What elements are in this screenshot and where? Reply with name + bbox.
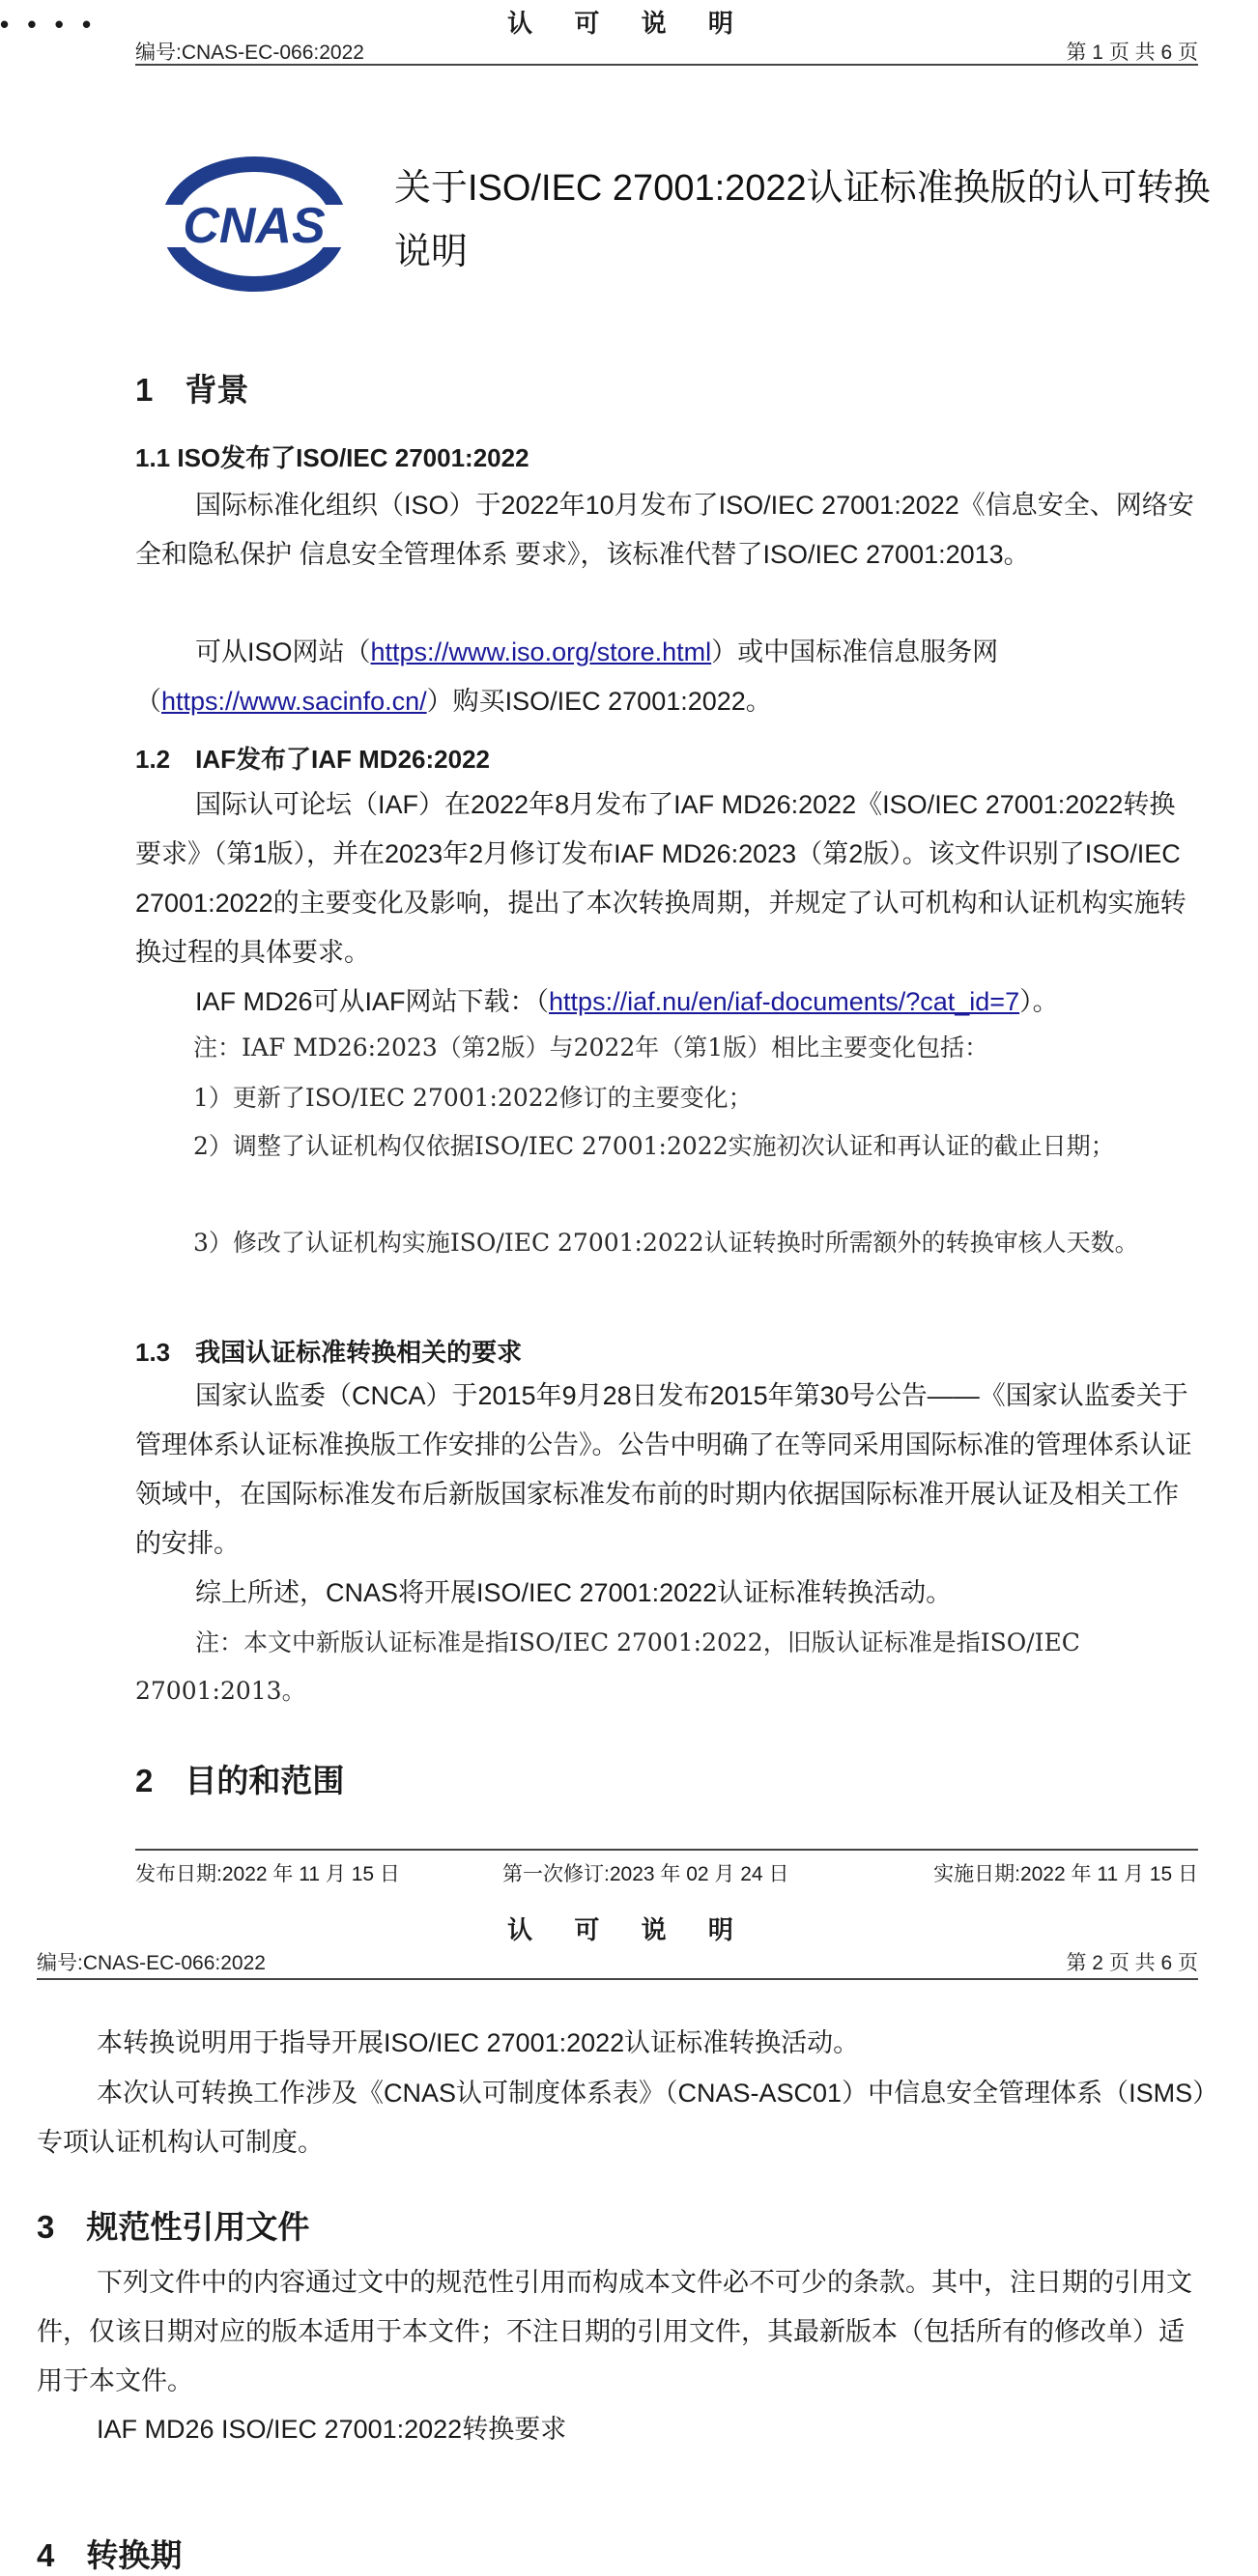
text-fragment: ）购买ISO/IEC 27001:2022。 bbox=[426, 687, 772, 716]
effective-date: 实施日期:2022 年 11 月 15 日 bbox=[933, 1863, 1198, 1885]
section-1-3-para-2: 综上所述，CNAS将开展ISO/IEC 27001:2022认证标准转换活动。 bbox=[195, 1578, 953, 1607]
section-1-2-heading: 1.2 IAF发布了IAF MD26:2022 bbox=[135, 745, 490, 774]
section-2-heading: 2 目的和范围 bbox=[135, 1763, 345, 1798]
footer-rule bbox=[135, 1849, 1198, 1851]
text-fragment: IAF MD26可从IAF网站下载：（ bbox=[195, 987, 550, 1016]
page-number-page-2: 第 2 页 共 6 页 bbox=[1066, 1952, 1198, 1974]
iso-store-link[interactable]: https://www.iso.org/store.html bbox=[370, 637, 712, 666]
doc-title-page-2: 认 可 说 明 bbox=[507, 1915, 751, 1944]
section-1-1-para-1: 国际标准化组织（ISO）于2022年10月发布了ISO/IEC 27001:2022《信息安全、网络安全和隐私保护 信息安全管理体系 要求》，该标准代替了ISO/IEC 27001:2013。 bbox=[135, 491, 1194, 569]
cnas-logo-graphic bbox=[162, 155, 346, 299]
section-2-para-2: 本次认可转换工作涉及《CNAS认可制度体系表》（CNAS-ASC01）中信息安全管理体系（ISMS）专项认证机构认可制度。 bbox=[37, 2079, 1206, 2157]
section-1-2-para-1: 国际认可论坛（IAF）在2022年8月发布了IAF MD26:2022《ISO/IEC 27001:2022转换要求》（第1版），并在2023年2月修订发布IAF MD26:2023（第2版）。该文件识别了ISO/IEC 27001:2022的主要变化及影响，提出了本次转换周期，并规定了认可机构和认证机构实施转换过程的具体要求。 bbox=[135, 790, 1187, 967]
section-1-2-note-intro: 注：IAF MD26:2023（第2版）与2022年（第1版）相比主要变化包括： bbox=[193, 1033, 989, 1062]
section-3-para-1: 下列文件中的内容通过文中的规范性引用而构成本文件必不可少的条款。其中，注日期的引用文件，仅该日期对应的版本适用于本文件；不注日期的引用文件，其最新版本（包括所有的修改单）适用于本文件。 bbox=[37, 2268, 1192, 2395]
section-1-2-note-item-1: 1）更新了ISO/IEC 27001:2022修订的主要变化； bbox=[193, 1084, 753, 1112]
text-fragment: 可从ISO网站（ bbox=[195, 637, 371, 666]
section-1-heading: 1 背景 bbox=[135, 372, 249, 408]
text-fragment: ）。 bbox=[1019, 987, 1059, 1016]
section-2-para-1: 本转换说明用于指导开展ISO/IEC 27001:2022认证标准转换活动。 bbox=[97, 2028, 860, 2057]
section-4-heading: 4 转换期 bbox=[37, 2537, 183, 2573]
section-1-3-note: 注：本文中新版认证标准是指ISO/IEC 27001:2022，旧版认证标准是指ISO/IEC 27001:2013。 bbox=[135, 1628, 1080, 1705]
more-dots-icon[interactable]: • • • • bbox=[0, 10, 98, 39]
header-rule-page-2 bbox=[37, 1978, 1198, 1980]
header-rule bbox=[135, 64, 1198, 66]
issue-date: 发布日期:2022 年 11 月 15 日 bbox=[135, 1863, 400, 1885]
iaf-documents-link[interactable]: https://iaf.nu/en/iaf-documents/?cat_id=7 bbox=[549, 987, 1020, 1016]
section-1-2-para-2 bbox=[135, 977, 1198, 1027]
section-3-para-2: IAF MD26 ISO/IEC 27001:2022转换要求 bbox=[97, 2415, 567, 2444]
section-3-heading: 3 规范性引用文件 bbox=[37, 2209, 310, 2245]
doc-number: 编号:CNAS-EC-066:2022 bbox=[135, 42, 364, 64]
section-1-2-note-item-2: 2）调整了认证机构仅依据ISO/IEC 27001:2022实施初次认证和再认证的截止日期； bbox=[193, 1132, 1115, 1160]
section-1-3-para-1: 国家认监委（CNCA）于2015年9月28日发布2015年第30号公告——《国家认监委关于管理体系认证标准换版工作安排的公告》。公告中明确了在等同采用国际标准的管理体系认证领域中，在国际标准发布后新版国家标准发布前的时期内依据国际标准开展认证及相关工作的安排。 bbox=[135, 1381, 1192, 1558]
cnas-logo bbox=[162, 155, 346, 299]
sacinfo-link[interactable]: https://www.sacinfo.cn/ bbox=[161, 687, 427, 716]
document-title: 关于ISO/IEC 27001:2022认证标准换版的认可转换说明 bbox=[394, 168, 1211, 272]
section-1-2-note-item-3: 3）修改了认证机构实施ISO/IEC 27001:2022认证转换时所需额外的转换审核人天数。 bbox=[193, 1229, 1139, 1257]
page-number: 第 1 页 共 6 页 bbox=[1066, 42, 1198, 64]
doc-title: 认 可 说 明 bbox=[507, 9, 751, 38]
doc-number-page-2: 编号:CNAS-EC-066:2022 bbox=[37, 1952, 266, 1974]
section-1-3-heading: 1.3 我国认证标准转换相关的要求 bbox=[135, 1338, 523, 1367]
revision-date: 第一次修订:2023 年 02 月 24 日 bbox=[502, 1863, 789, 1885]
section-1-1-para-2 bbox=[135, 628, 1198, 726]
logo-text: CNAS bbox=[183, 198, 326, 254]
section-1-1-heading: 1.1 ISO发布了ISO/IEC 27001:2022 bbox=[135, 443, 529, 472]
text-fragment: ）或中国标准信息服务网（ bbox=[135, 637, 999, 716]
